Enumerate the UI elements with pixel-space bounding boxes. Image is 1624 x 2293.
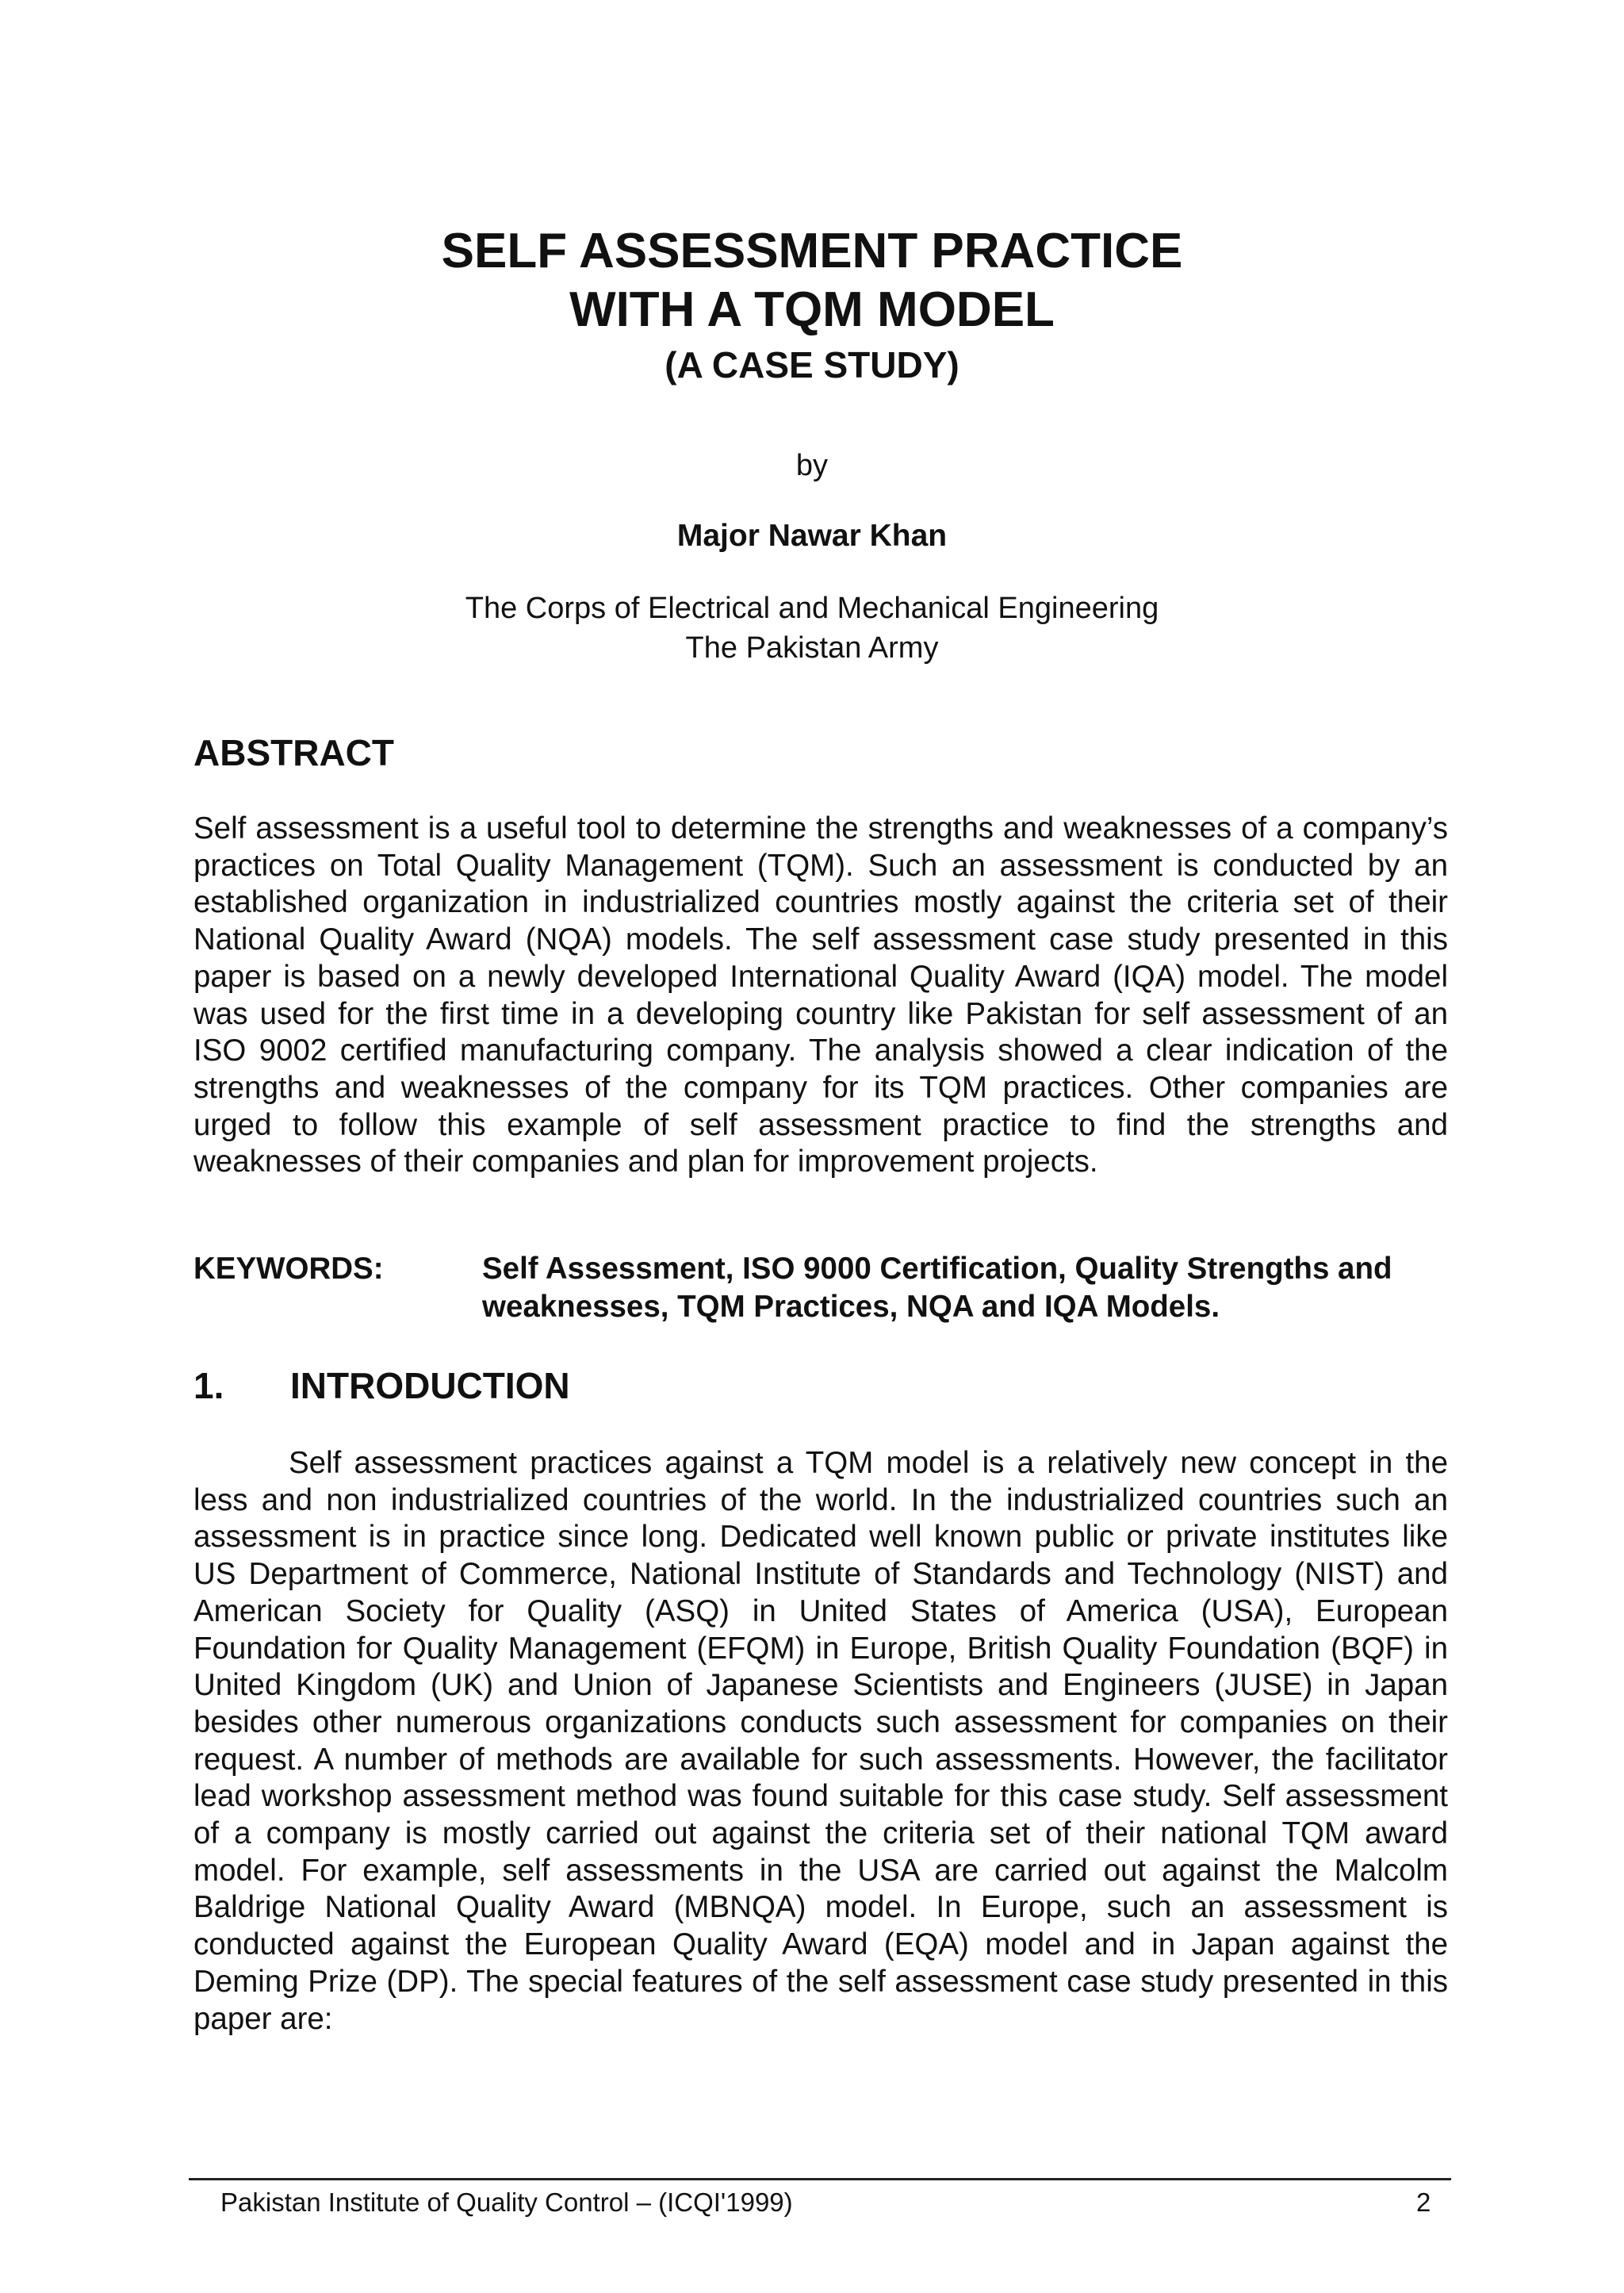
abstract-heading: ABSTRACT (193, 732, 394, 773)
title-line-1: SELF ASSESSMENT PRACTICE (441, 224, 1183, 278)
introduction-text: Self assessment practices against a TQM model is a relatively new concept in the less and non industrialized countries of the world. In the industrialized countries such an assessment is in practice since long. Dedicated well known public or private institutes like US Department of Commerce, National Institute of Standards and Technology (NIST) and American Society for Quality (ASQ) in United States of America (USA), European Foundation for Quality Management (EFQM) in Europe, British Quality Foundation (BQF) in United Kingdom (UK) and Union of Japanese Scientists and Engineers (JUSE) in Japan besides other numerous organizations conducts such assessment for companies on their request. A number of methods are available for such assessments. However, the facilitator lead workshop assessment method was found suitable for this case study. Self assessment of a company is mostly carried out against the criteria set of their national TQM award model. For example, self assessments in the USA are carried out against the Malcolm Baldrige National Quality Award (MBNQA) model. In Europe, such an assessment is conducted against the European Quality Award (EQA) model and in Japan against the Deming Prize (DP). The special features of the self assessment case study presented in this paper are: (193, 1446, 1448, 2036)
footer-source: Pakistan Institute of Quality Control – (ICQI'1999) (220, 2188, 793, 2217)
byline: by (795, 449, 829, 482)
affiliation-line-1: The Corps of Electrical and Mechanical Engineering (465, 592, 1159, 625)
abstract-text: Self assessment is a useful tool to determine the strengths and weaknesses of a company’s practices on Total Quality Management (TQM). Such an assessment is conducted by an established organization in industrialized countries mostly against the criteria set of their National Quality Award (NQA) models. The self assessment case study presented in this paper is based on a newly developed International Quality Award (IQA) model. The model was used for the first time in a developing country like Pakistan for self assessment of an ISO 9002 certified manufacturing company. The analysis showed a clear indication of the strengths and weaknesses of the company for its TQM practices. Other companies are urged to follow this example of self assessment practice to find the strengths and weaknesses of their companies and plan for improvement projects. (193, 811, 1448, 1179)
introduction-heading (193, 1364, 570, 1407)
section-number: 1. (193, 1365, 224, 1406)
paper-title (0, 222, 1624, 389)
page-number: 2 (1416, 2188, 1431, 2217)
title-line-3: (A CASE STUDY) (665, 344, 959, 385)
footer-divider (189, 2178, 1451, 2180)
title-line-2: WITH A TQM MODEL (569, 282, 1055, 337)
author-affiliation (0, 589, 1624, 668)
keywords (193, 1250, 1448, 1326)
section-title: INTRODUCTION (290, 1365, 570, 1406)
author-name: Major Nawar Khan (676, 519, 948, 553)
keywords-text: Self Assessment, ISO 9000 Certification, Quality Strengths and weaknesses, TQM Practices, NQA and IQA Models. (482, 1252, 1392, 1324)
keywords-label: KEYWORDS: (193, 1252, 384, 1286)
affiliation-line-2: The Pakistan Army (685, 631, 939, 665)
